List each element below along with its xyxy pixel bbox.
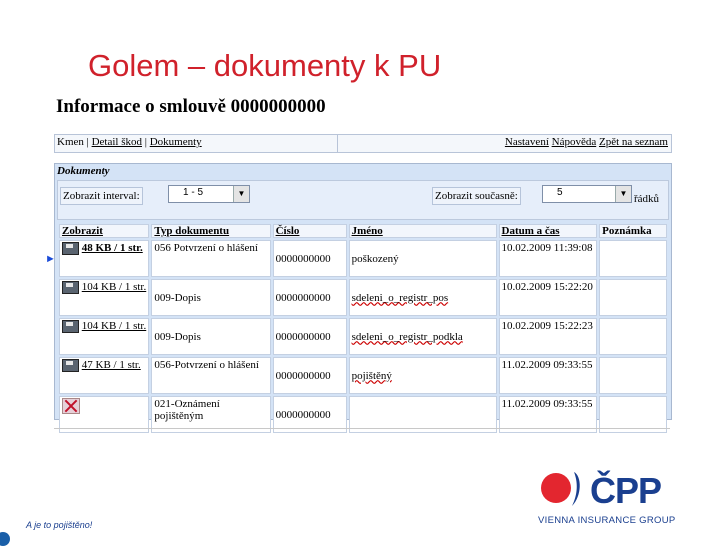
doc-type: 056-Potvrzení o hlášení xyxy=(151,357,270,394)
header-typ[interactable]: Typ dokumentu xyxy=(151,224,270,238)
documents-table xyxy=(45,222,669,435)
logo-subtitle: VIENNA INSURANCE GROUP xyxy=(538,515,676,526)
header-zobrazit[interactable]: Zobrazit xyxy=(59,224,149,238)
doc-note xyxy=(599,279,667,316)
doc-type: 056 Potvrzení o hlášení xyxy=(151,240,270,277)
slide-title: Golem – dokumenty k PU xyxy=(88,48,442,83)
nav-right xyxy=(505,136,668,148)
doc-type: 009-Dopis xyxy=(151,279,270,316)
doc-type: 021-Oznámení pojištěným xyxy=(151,396,270,433)
interval-label: Zobrazit interval: xyxy=(60,187,143,205)
doc-name: sdeleni_o_registr_podkla xyxy=(349,318,497,355)
nav-dokumenty-link[interactable]: Dokumenty xyxy=(149,136,202,148)
file-size-link[interactable]: 104 KB / 1 str. xyxy=(81,320,147,333)
nav-zpet-link[interactable]: Zpět na seznam xyxy=(598,136,668,148)
file-size-link[interactable]: 48 KB / 1 str. xyxy=(81,242,143,255)
nav-nastaveni-link[interactable]: Nastavení xyxy=(504,136,549,148)
doc-datetime: 10.02.2009 11:39:08 xyxy=(499,240,598,277)
doc-number: 0000000000 xyxy=(273,240,347,277)
page-heading: Informace o smlouvě 0000000000 xyxy=(56,96,326,117)
file-size-link[interactable]: 104 KB / 1 str. xyxy=(81,281,147,294)
logo-text: ČPP xyxy=(590,470,662,511)
disk-icon[interactable] xyxy=(62,242,79,255)
documents-panel xyxy=(45,163,672,422)
doc-number: 0000000000 xyxy=(273,318,347,355)
header-poznamka: Poznámka xyxy=(599,224,667,238)
nav-detail-skod-link[interactable]: Detail škod xyxy=(91,136,143,148)
table-header-row xyxy=(59,224,667,238)
table-row xyxy=(59,318,667,355)
nav-divider xyxy=(337,135,338,152)
doc-name: poškozený xyxy=(349,240,497,277)
view-cell xyxy=(59,318,149,355)
interval-select[interactable] xyxy=(168,185,250,203)
view-cell xyxy=(45,240,149,277)
doc-datetime: 11.02.2009 09:33:55 xyxy=(499,396,598,433)
doc-note xyxy=(599,318,667,355)
doc-type: 009-Dopis xyxy=(151,318,270,355)
header-jmeno[interactable]: Jméno xyxy=(349,224,497,238)
show-label: Zobrazit současně: xyxy=(432,187,521,205)
doc-datetime: 10.02.2009 15:22:20 xyxy=(499,279,598,316)
dropdown-arrow-icon[interactable]: ▼ xyxy=(615,186,631,202)
view-cell xyxy=(59,357,149,394)
doc-datetime: 11.02.2009 09:33:55 xyxy=(499,357,598,394)
doc-number: 0000000000 xyxy=(273,279,347,316)
doc-number: 0000000000 xyxy=(273,396,347,433)
doc-name: pojištěný xyxy=(349,357,497,394)
disk-icon[interactable] xyxy=(62,281,79,294)
disk-icon[interactable] xyxy=(62,359,79,372)
nav-kmen-link[interactable]: Kmen xyxy=(57,136,84,148)
header-cislo[interactable]: Číslo xyxy=(273,224,347,238)
divider xyxy=(54,428,670,429)
table-row xyxy=(59,279,667,316)
filter-row xyxy=(57,180,669,220)
corner-decoration xyxy=(0,532,10,546)
rows-unit-label: řádků xyxy=(634,193,660,205)
show-value: 5 xyxy=(557,187,563,198)
disk-icon[interactable] xyxy=(62,320,79,333)
dropdown-arrow-icon[interactable]: ▼ xyxy=(233,186,249,202)
doc-note xyxy=(599,357,667,394)
nav-napoveda-link[interactable]: Nápověda xyxy=(551,136,597,148)
slogan: A je to pojištěno! xyxy=(26,520,93,530)
file-size-link[interactable]: 47 KB / 1 str. xyxy=(81,359,141,372)
pointer-icon: ► xyxy=(45,253,56,265)
doc-note xyxy=(599,240,667,277)
doc-datetime: 10.02.2009 15:22:23 xyxy=(499,318,598,355)
table-row xyxy=(59,357,667,394)
doc-name: sdeleni_o_registr_pos xyxy=(349,279,497,316)
panel-title: Dokumenty xyxy=(57,165,110,177)
nav-bar xyxy=(54,134,672,153)
nav-left: Kmen | Detail škod | Dokumenty xyxy=(57,136,202,148)
view-cell xyxy=(59,279,149,316)
documents-table-wrap xyxy=(45,222,669,435)
doc-number: 0000000000 xyxy=(273,357,347,394)
header-datum[interactable]: Datum a čas xyxy=(499,224,598,238)
show-select[interactable] xyxy=(542,185,632,203)
table-row xyxy=(59,240,667,277)
interval-value: 1 - 5 xyxy=(183,187,204,198)
delete-icon[interactable] xyxy=(62,398,80,414)
